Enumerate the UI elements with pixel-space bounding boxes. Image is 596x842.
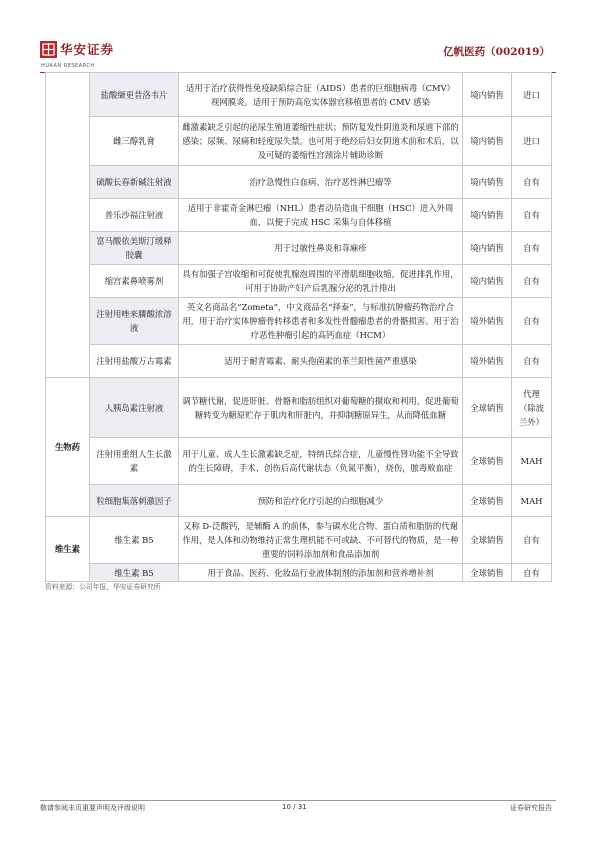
page-header (40, 41, 556, 73)
product-source: MAH (512, 485, 552, 517)
product-description: 用于食品、医药、化妆品行业液体制剂的添加剂和营养增补剂 (179, 564, 463, 582)
table-row (46, 199, 552, 232)
product-name: 富马酸依美斯汀缓释胶囊 (90, 232, 179, 265)
table-row (46, 166, 552, 199)
product-source: 自有 (512, 298, 552, 345)
table-row (46, 564, 552, 582)
product-name: 硫酸长春新碱注射液 (90, 166, 179, 199)
table-row (46, 232, 552, 265)
table-row (46, 378, 552, 438)
source-note: 资料来源：公司年报，华安证券研究所 (45, 583, 161, 591)
product-name: 人胰岛素注射液 (90, 378, 179, 438)
product-name: 雌三醇乳膏 (90, 117, 179, 166)
footer-divider (40, 800, 556, 801)
table-row (46, 298, 552, 345)
footer-report-type: 证券研究报告 (510, 804, 552, 812)
product-name: 注射用重组人生长激素 (90, 438, 179, 485)
sales-market: 全球销售 (463, 378, 512, 438)
sales-market: 境内销售 (463, 265, 512, 298)
page-number: 10 / 31 (282, 803, 307, 811)
product-source: 自有 (512, 345, 552, 378)
logo-text: 华安证券 (60, 42, 115, 57)
category-cell: 维生素 (46, 517, 90, 582)
product-name: 粒细胞集落刺激因子 (90, 485, 179, 517)
sales-market: 境内销售 (463, 117, 512, 166)
table-row (46, 117, 552, 166)
product-source: 自有 (512, 166, 552, 199)
table-row (46, 73, 552, 117)
footer-disclaimer: 敬请参阅末页重要声明及评级说明 (40, 804, 145, 812)
report-title: 亿帆医药（002019） (443, 46, 550, 58)
product-description: 调节糖代谢，促进肝脏、骨骼和脂肪组织对葡萄糖的摄取和利用，促进葡萄糖转变为糖原贮存于肌肉和肝脏内，并抑制糖原异生，从而降低血糖 (179, 378, 463, 438)
product-source: MAH (512, 438, 552, 485)
product-table (45, 72, 552, 582)
product-name: 维生素 B5 (90, 517, 179, 564)
product-source: 自有 (512, 265, 552, 298)
table-row (46, 485, 552, 517)
product-description: 英文名商品名“Zometa”，中文商品名“择泰”，与标准抗肿瘤药物治疗合用，用于治疗实体肿瘤骨转移患者和多发性骨髓瘤患者的骨骼损害。用于治疗恶性肿瘤引起的高钙血症（HCM） (179, 298, 463, 345)
product-source: 代理（除波兰外） (512, 378, 552, 438)
sales-market: 境内销售 (463, 199, 512, 232)
table-row (46, 517, 552, 564)
product-description: 雌激素缺乏引起的泌尿生殖道萎缩性症状；预防复发性阴道炎和尿道下部的感染；尿频、尿痛和轻度尿失禁。也可用于绝经后妇女阴道术前和术后，以及可疑的萎缩性宫颈涂片辅助诊断 (179, 117, 463, 166)
product-source: 进口 (512, 73, 552, 117)
product-description: 适用于治疗获得性免疫缺陷综合征（AIDS）患者的巨细胞病毒（CMV）视网膜炎。适用于预防高危实体器官移植患者的 CMV 感染 (179, 73, 463, 117)
category-cell (46, 73, 90, 378)
category-cell: 生物药 (46, 378, 90, 517)
table-row (46, 265, 552, 298)
product-source: 自有 (512, 199, 552, 232)
product-name: 缩宫素鼻喷雾剂 (90, 265, 179, 298)
product-name: 普乐沙福注射液 (90, 199, 179, 232)
product-description: 治疗急慢性白血病、治疗恶性淋巴瘤等 (179, 166, 463, 199)
sales-market: 境内销售 (463, 166, 512, 199)
product-source: 自有 (512, 517, 552, 564)
sales-market: 境外销售 (463, 298, 512, 345)
product-source: 自有 (512, 564, 552, 582)
sales-market: 境内销售 (463, 232, 512, 265)
product-description: 又称 D-泛酸钙，是辅酶 A 的前体，参与碳水化合物、蛋白质和脂肪的代谢作用，是人体和动物维持正常生理机能不可或缺、不可替代的物质，是一种重要的饲料添加剂和食品添加剂 (179, 517, 463, 564)
product-description: 适用于非霍奇金淋巴瘤（NHL）患者动员造血干细胞（HSC）进入外周血，以便于完成 HSC 采集与自体移植 (179, 199, 463, 232)
sales-market: 境外销售 (463, 345, 512, 378)
sales-market: 境内销售 (463, 73, 512, 117)
table-row (46, 438, 552, 485)
product-name: 注射用盐酸万古霉素 (90, 345, 179, 378)
product-name: 注射用唑来膦酸浓溶液 (90, 298, 179, 345)
sales-market: 全球销售 (463, 485, 512, 517)
product-source: 进口 (512, 117, 552, 166)
product-description: 用于过敏性鼻炎和荨麻疹 (179, 232, 463, 265)
product-description: 用于儿童、成人生长激素缺乏症，特纳氏综合症，儿童慢性肾功能不全导致的生长障碍，手术、创伤后高代谢状态（负氮平衡），烧伤，脓毒败血症 (179, 438, 463, 485)
sales-market: 全球销售 (463, 517, 512, 564)
sales-market: 全球销售 (463, 564, 512, 582)
product-name: 盐酸缬更昔洛韦片 (90, 73, 179, 117)
product-description: 预防和治疗化疗引起的白细胞减少 (179, 485, 463, 517)
logo-icon (40, 41, 57, 58)
product-source: 自有 (512, 232, 552, 265)
product-name: 维生素 B5 (90, 564, 179, 582)
table-row (46, 345, 552, 378)
product-description: 适用于耐青霉素、耐头孢菌素的革兰阳性菌严重感染 (179, 345, 463, 378)
logo-subtitle: HUAAN RESEARCH (41, 63, 95, 69)
sales-market: 全球销售 (463, 438, 512, 485)
product-description: 具有加强子宫收缩和可促使乳腺泡周围的平滑肌细胞收缩，促进排乳作用，可用于协助产妇产后乳腺分泌的乳汁排出 (179, 265, 463, 298)
